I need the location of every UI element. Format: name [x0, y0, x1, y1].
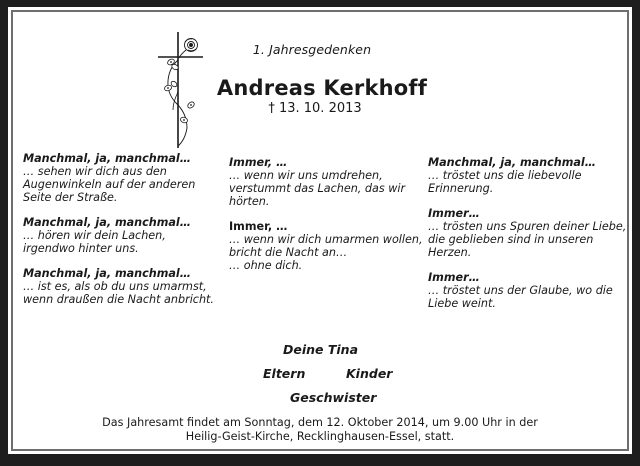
obituary-card [11, 10, 629, 451]
notice-line: Heilig-Geist-Kirche, Recklinghausen-Essel, statt. [185, 430, 455, 443]
stanza-line: verstummt das Lachen, das wir [229, 182, 406, 195]
signature-children: Kinder [346, 366, 393, 381]
stanza-line: wenn draußen die Nacht anbricht. [23, 293, 214, 306]
signature-parents: Eltern [263, 366, 306, 381]
poem-stanza [428, 156, 628, 195]
stanza-line: … ist es, als ob du uns umarmst, [23, 280, 207, 293]
death-date: † 13. 10. 2013 [268, 101, 362, 116]
stanza-heading: Manchmal, ja, manchmal… [428, 156, 596, 169]
anniversary-subtitle: 1. Jahresgedenken [252, 42, 372, 57]
poem-stanza [428, 271, 628, 310]
stanza-line: … tröstet uns der Glaube, wo die [428, 284, 613, 297]
stanza-line: … wenn wir dich umarmen wollen, [229, 233, 423, 246]
poem-column-right [428, 156, 628, 322]
stanza-line: … wenn wir uns umdrehen, [229, 169, 383, 182]
stanza-heading: Manchmal, ja, manchmal… [23, 152, 191, 165]
poem-column-middle [229, 156, 429, 284]
stanza-line: Erinnerung. [428, 182, 494, 195]
stanza-heading: Immer, … [229, 220, 288, 233]
stanza-line: … hören wir dein Lachen, [23, 229, 166, 242]
poem-stanza [23, 216, 223, 255]
stanza-heading: Immer, … [229, 156, 288, 169]
notice-line: Das Jahresamt findet am Sonntag, dem 12. Oktober 2014, um 9.00 Uhr in der [102, 416, 538, 429]
stanza-line: … ohne dich. [229, 259, 303, 272]
stanza-line: Augenwinkeln auf der anderen [23, 178, 196, 191]
poem-column-left [23, 152, 223, 318]
stanza-line: Seite der Straße. [23, 191, 118, 204]
stanza-line: Herzen. [428, 246, 472, 259]
signature-primary: Deine Tina [283, 342, 359, 357]
stanza-line: Liebe weint. [428, 297, 496, 310]
stanza-line: die geblieben sind in unseren [428, 233, 594, 246]
poem-stanza [23, 267, 223, 306]
stanza-line: irgendwo hinter uns. [23, 242, 139, 255]
deceased-name: Andreas Kerkhoff [216, 76, 428, 100]
stanza-heading: Manchmal, ja, manchmal… [23, 267, 191, 280]
stanza-line: bricht die Nacht an… [229, 246, 348, 259]
signature-siblings: Geschwister [290, 390, 377, 405]
poem-stanza [229, 220, 429, 272]
stanza-heading: Manchmal, ja, manchmal… [23, 216, 191, 229]
stanza-line: … trösten uns Spuren deiner Liebe, [428, 220, 627, 233]
stanza-heading: Immer… [428, 271, 480, 284]
stanza-line: … sehen wir dich aus den [23, 165, 167, 178]
poem-stanza [428, 207, 628, 259]
stanza-line: hörten. [229, 195, 270, 208]
poem-stanza [23, 152, 223, 204]
obituary-frame [8, 7, 632, 454]
stanza-line: … tröstet uns die liebevolle [428, 169, 582, 182]
memorial-service-notice [13, 416, 627, 444]
poem-stanza [229, 156, 429, 208]
stanza-heading: Immer… [428, 207, 480, 220]
